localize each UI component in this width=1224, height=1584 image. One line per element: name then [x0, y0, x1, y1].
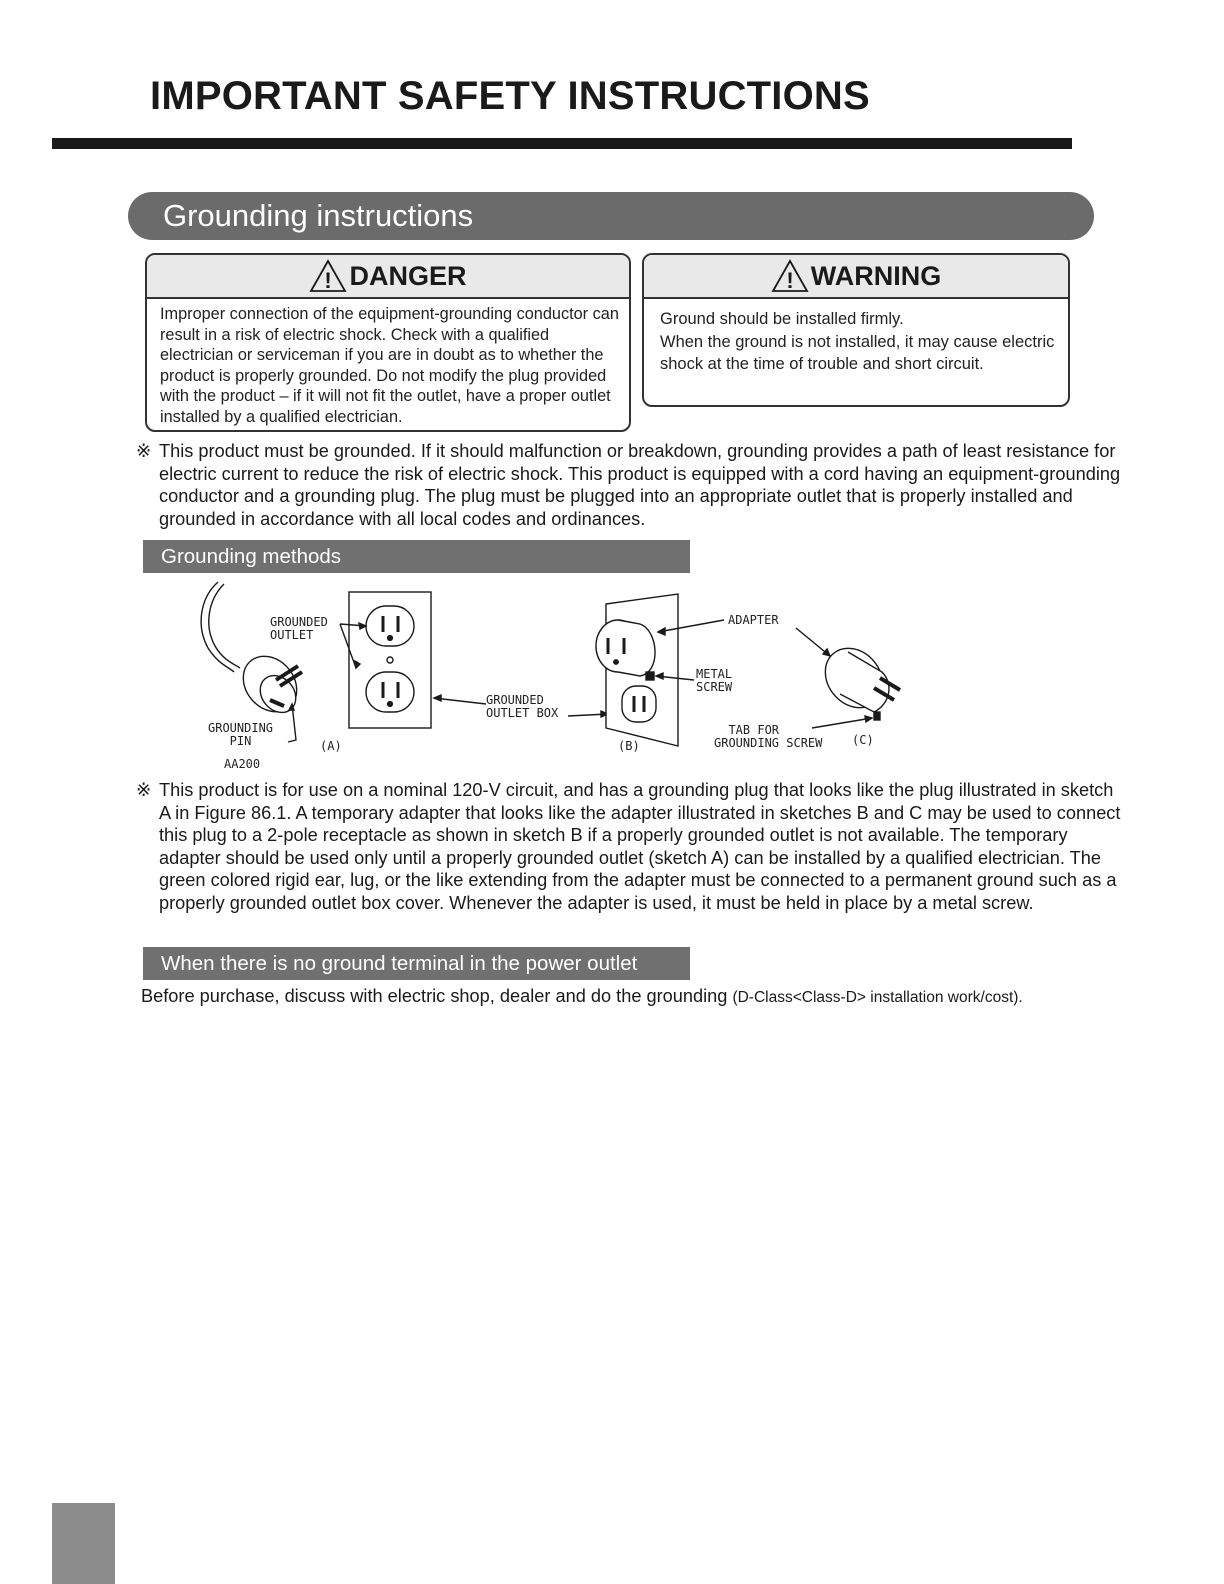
warning-triangle-icon — [309, 259, 347, 293]
warning-triangle-icon — [771, 259, 809, 293]
grounding-methods-figure — [190, 576, 920, 776]
label-figure-code: AA200 — [224, 757, 261, 771]
warning-line-1: Ground should be installed firmly. — [660, 310, 904, 328]
warning-header — [644, 255, 1068, 299]
reference-mark: ※ — [136, 780, 152, 800]
label-grounded-outlet-box: GROUNDED OUTLET BOX — [486, 693, 559, 720]
label-grounding-pin: GROUNDING PIN — [208, 721, 274, 748]
label-grounded-outlet: GROUNDED OUTLET — [270, 615, 328, 642]
page-edge-tab — [52, 1503, 115, 1584]
label-sketch-c: (C) — [852, 733, 874, 747]
danger-text: Improper connection of the equipment-grounding conductor can result in a risk of electric shock. Check with a qualified electrician or serviceman if you are in doubt as to whether the product is properly grounded. Do not modify the plug provided with the product – if it will not fit the outlet, have a proper outlet installed by a qualified electrician. — [160, 305, 619, 426]
danger-box — [145, 253, 631, 432]
subheader-no-ground-terminal: When there is no ground terminal in the power outlet — [143, 947, 690, 980]
label-tab-for-grounding-screw: TAB FOR GROUNDING SCREW — [714, 723, 823, 750]
warning-text — [644, 299, 1068, 376]
no-ground-note: (D-Class<Class-D> installation work/cost). — [732, 989, 1023, 1006]
warning-box — [642, 253, 1070, 407]
title-divider — [52, 138, 1072, 149]
adapter-note-text: This product is for use on a nominal 120-V circuit, and has a grounding plug that looks like the plug illustrated in sketch A in Figure 86.1. A temporary adapter that looks like the adapter illustrated in sketches B and C may be used to connect this plug to a 2-pole receptacle as shown in sketch B if a properly grounded outlet is not available. The temporary adapter should be used only until a properly grounded outlet (sketch A) can be installed by a qualified electrician. The green colored rigid ear, lug, or the like extending from the adapter must be connected to a permanent ground such as a properly grounded outlet box cover. Whenever the adapter is used, it must be held in place by a metal screw. — [159, 780, 1121, 913]
grounding-note — [136, 440, 1126, 530]
subheader-grounding-methods: Grounding methods — [143, 540, 690, 573]
svg-text:!: ! — [324, 268, 333, 293]
danger-label: DANGER — [349, 260, 467, 291]
page-title: IMPORTANT SAFETY INSTRUCTIONS — [150, 74, 870, 118]
no-ground-instruction — [141, 986, 1023, 1007]
section-header-grounding-instructions: Grounding instructions — [128, 192, 1094, 240]
warning-label: WARNING — [810, 260, 942, 291]
label-metal-screw: METAL SCREW — [696, 667, 733, 694]
label-sketch-a: (A) — [320, 739, 342, 753]
svg-text:!: ! — [786, 268, 794, 293]
label-sketch-b: (B) — [618, 739, 640, 753]
warning-line-2: When the ground is not installed, it may cause electric shock at the time of trouble and short circuit. — [660, 332, 1055, 373]
reference-mark: ※ — [136, 441, 152, 461]
adapter-note — [136, 779, 1126, 915]
no-ground-text: Before purchase, discuss with electric shop, dealer and do the grounding — [141, 986, 733, 1006]
label-adapter: ADAPTER — [728, 613, 779, 627]
grounding-note-text: This product must be grounded. If it should malfunction or breakdown, grounding provides a path of least resistance for electric current to reduce the risk of electric shock. This product is equipped with a cord having an equipment-grounding conductor and a grounding plug. The plug must be plugged into an appropriate outlet that is properly installed and grounded in accordance with all local codes and ordinances. — [159, 441, 1121, 529]
danger-header — [147, 255, 629, 299]
